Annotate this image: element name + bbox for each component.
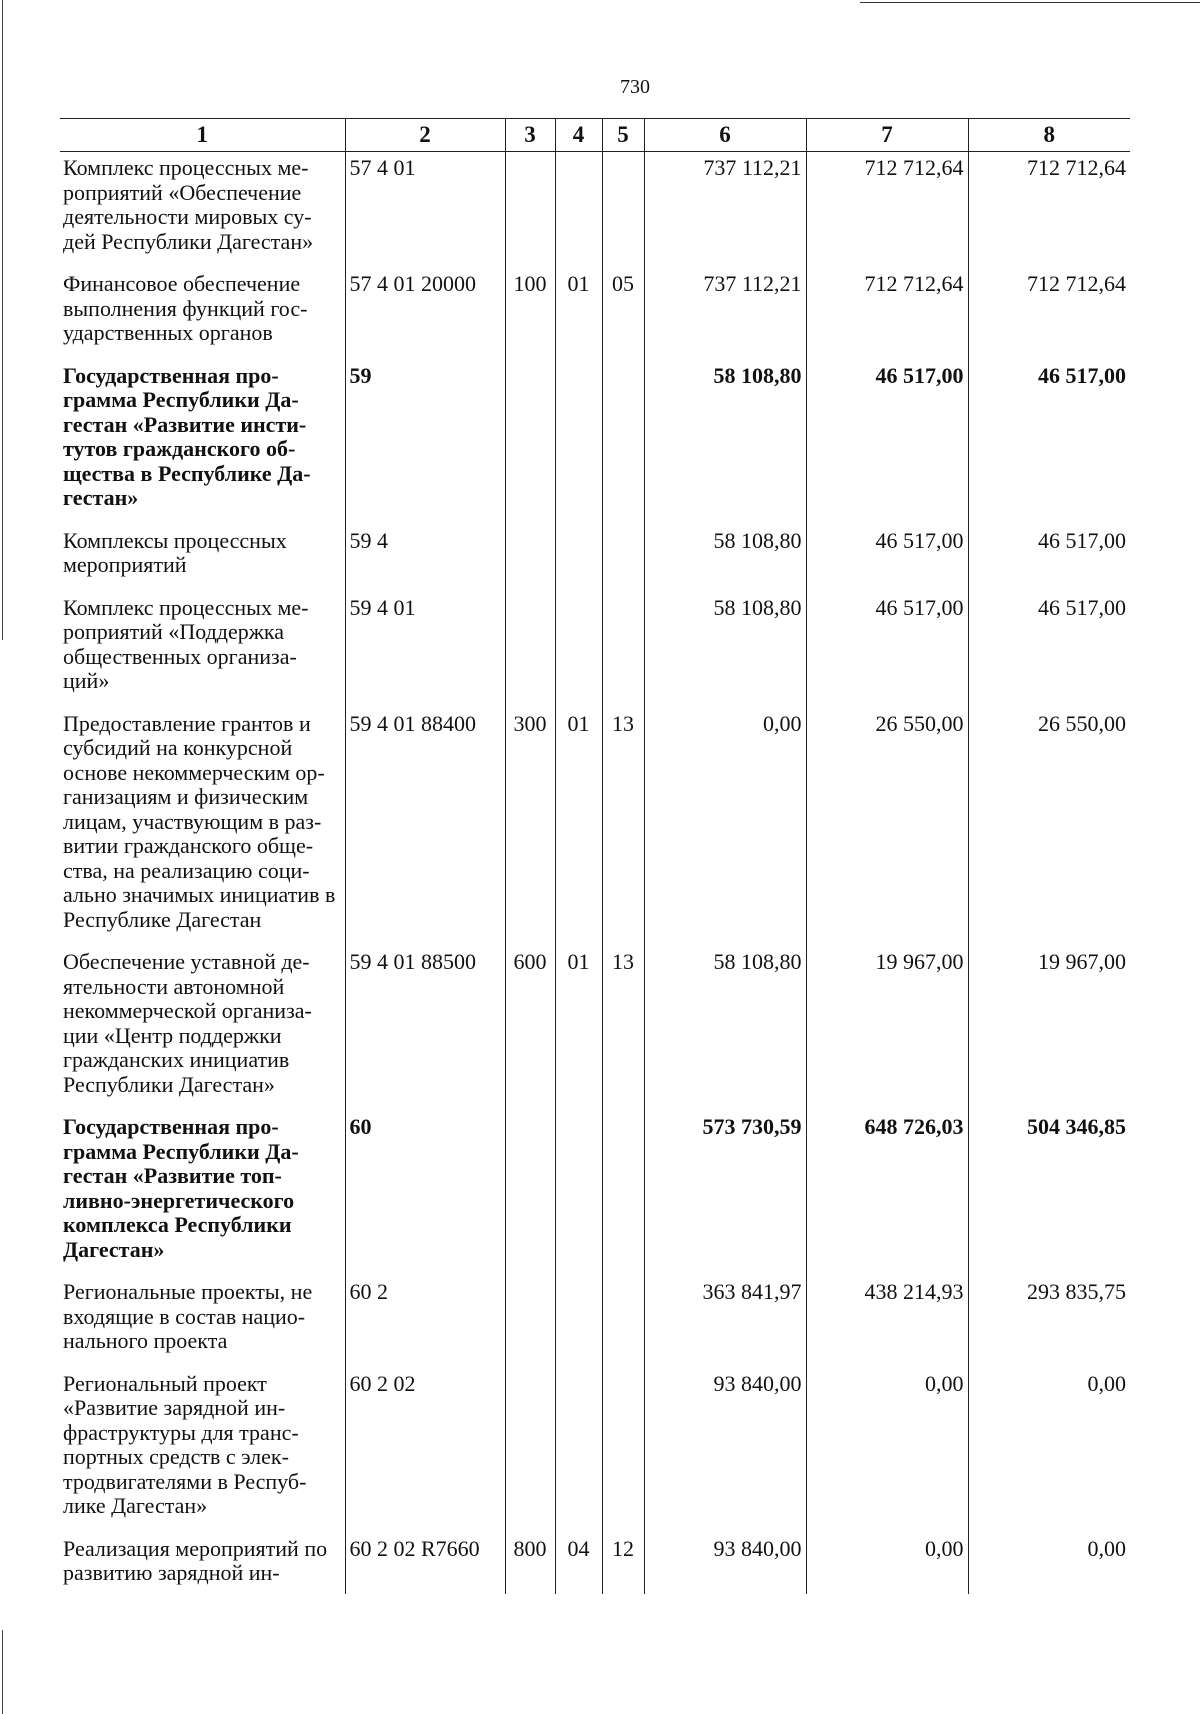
row-value-6: 58 108,80 <box>644 360 806 525</box>
row-code: 57 4 01 <box>345 152 505 269</box>
row-value-7: 0,00 <box>806 1368 968 1533</box>
row-col4 <box>555 592 602 708</box>
row-col3 <box>505 1368 555 1533</box>
page-number: 730 <box>620 76 650 98</box>
row-value-8: 46 517,00 <box>968 592 1130 708</box>
row-col4 <box>555 1276 602 1368</box>
row-value-6: 737 112,21 <box>644 152 806 269</box>
row-name: Комплекс процессных ме-роприятий «Обеспечение деятельности мировых су-дей Республики Дагестан» <box>60 152 345 269</box>
row-col3 <box>505 1276 555 1368</box>
row-col3 <box>505 1111 555 1276</box>
row-value-8: 26 550,00 <box>968 708 1130 947</box>
header-col-3: 3 <box>505 119 555 152</box>
table-row <box>60 268 1130 360</box>
row-col5 <box>602 152 644 269</box>
top-rule <box>860 2 1200 3</box>
header-col-2: 2 <box>345 119 505 152</box>
row-col3: 300 <box>505 708 555 947</box>
row-col4: 01 <box>555 268 602 360</box>
header-col-8: 8 <box>968 119 1130 152</box>
table-row <box>60 946 1130 1111</box>
row-value-8: 293 835,75 <box>968 1276 1130 1368</box>
row-name: Реализация мероприятий по развитию зарядной ин- <box>60 1533 345 1594</box>
row-col4 <box>555 152 602 269</box>
row-value-7: 438 214,93 <box>806 1276 968 1368</box>
header-col-1: 1 <box>60 119 345 152</box>
header-row <box>60 119 1130 152</box>
row-code: 59 4 <box>345 525 505 592</box>
row-value-6: 58 108,80 <box>644 946 806 1111</box>
table-row <box>60 1276 1130 1368</box>
row-name: Комплекс процессных ме-роприятий «Поддержка общественных организа-ций» <box>60 592 345 708</box>
row-col3 <box>505 592 555 708</box>
row-value-8: 46 517,00 <box>968 360 1130 525</box>
row-name: Предоставление грантов и субсидий на конкурсной основе некоммерческим ор-ганизациям и физическим лицам, участвующим в раз-витии гражданского обще-ства, на реализацию соци-ально значимых инициатив в Республике Дагестан <box>60 708 345 947</box>
row-value-7: 19 967,00 <box>806 946 968 1111</box>
row-col4 <box>555 360 602 525</box>
row-name: Комплексы процессных мероприятий <box>60 525 345 592</box>
table-row <box>60 1533 1130 1594</box>
row-col5 <box>602 360 644 525</box>
table-row <box>60 708 1130 947</box>
row-col3 <box>505 152 555 269</box>
row-code: 60 2 02 <box>345 1368 505 1533</box>
row-col3: 100 <box>505 268 555 360</box>
row-value-7: 712 712,64 <box>806 268 968 360</box>
row-code: 59 4 01 88400 <box>345 708 505 947</box>
row-code: 60 2 <box>345 1276 505 1368</box>
row-col5 <box>602 1111 644 1276</box>
row-col3: 800 <box>505 1533 555 1594</box>
row-name: Государственная про-грамма Республики Да-гестан «Развитие топ-ливно-энергетического комплекса Республики Дагестан» <box>60 1111 345 1276</box>
row-col5 <box>602 1276 644 1368</box>
row-col4: 04 <box>555 1533 602 1594</box>
budget-table <box>60 118 1130 1594</box>
row-value-6: 58 108,80 <box>644 592 806 708</box>
row-value-6: 0,00 <box>644 708 806 947</box>
row-value-7: 712 712,64 <box>806 152 968 269</box>
row-value-8: 712 712,64 <box>968 152 1130 269</box>
row-code: 59 4 01 88500 <box>345 946 505 1111</box>
table-row <box>60 525 1130 592</box>
row-col5: 12 <box>602 1533 644 1594</box>
row-code: 60 2 02 R7660 <box>345 1533 505 1594</box>
row-value-7: 0,00 <box>806 1533 968 1594</box>
row-col4 <box>555 1111 602 1276</box>
row-value-6: 363 841,97 <box>644 1276 806 1368</box>
row-value-6: 93 840,00 <box>644 1368 806 1533</box>
row-value-8: 46 517,00 <box>968 525 1130 592</box>
row-col4 <box>555 1368 602 1533</box>
row-col4: 01 <box>555 946 602 1111</box>
row-value-6: 93 840,00 <box>644 1533 806 1594</box>
header-col-7: 7 <box>806 119 968 152</box>
row-value-7: 46 517,00 <box>806 525 968 592</box>
table-row-program <box>60 360 1130 525</box>
row-name: Финансовое обеспечение выполнения функций гос-ударственных органов <box>60 268 345 360</box>
left-margin-rule-bottom <box>2 1630 3 1714</box>
row-col5: 05 <box>602 268 644 360</box>
table-row <box>60 152 1130 269</box>
row-col5: 13 <box>602 946 644 1111</box>
table-row <box>60 592 1130 708</box>
row-value-7: 26 550,00 <box>806 708 968 947</box>
header-col-4: 4 <box>555 119 602 152</box>
row-value-8: 504 346,85 <box>968 1111 1130 1276</box>
row-code: 59 <box>345 360 505 525</box>
row-col5 <box>602 525 644 592</box>
row-col5: 13 <box>602 708 644 947</box>
header-col-5: 5 <box>602 119 644 152</box>
row-value-8: 712 712,64 <box>968 268 1130 360</box>
table-row-program <box>60 1111 1130 1276</box>
row-value-6: 573 730,59 <box>644 1111 806 1276</box>
row-name: Региональный проект «Развитие зарядной ин-фраструктуры для транс-портных средств с элек-тродвигателями в Респуб-лике Дагестан» <box>60 1368 345 1533</box>
row-code: 59 4 01 <box>345 592 505 708</box>
row-name: Обеспечение уставной де-ятельности автономной некоммерческой организа-ции «Центр поддержки гражданских инициатив Республики Дагестан» <box>60 946 345 1111</box>
row-value-8: 0,00 <box>968 1533 1130 1594</box>
row-col3 <box>505 525 555 592</box>
row-col3: 600 <box>505 946 555 1111</box>
row-code: 60 <box>345 1111 505 1276</box>
row-name: Государственная про-грамма Республики Да-гестан «Развитие инсти-тутов гражданского об-щества в Республике Да-гестан» <box>60 360 345 525</box>
row-col4: 01 <box>555 708 602 947</box>
row-col4 <box>555 525 602 592</box>
row-value-6: 737 112,21 <box>644 268 806 360</box>
row-code: 57 4 01 20000 <box>345 268 505 360</box>
table-row <box>60 1368 1130 1533</box>
row-value-7: 648 726,03 <box>806 1111 968 1276</box>
row-value-8: 19 967,00 <box>968 946 1130 1111</box>
row-value-8: 0,00 <box>968 1368 1130 1533</box>
row-value-7: 46 517,00 <box>806 360 968 525</box>
row-name: Региональные проекты, не входящие в состав нацио-нального проекта <box>60 1276 345 1368</box>
row-value-6: 58 108,80 <box>644 525 806 592</box>
row-col3 <box>505 360 555 525</box>
row-col5 <box>602 1368 644 1533</box>
header-col-6: 6 <box>644 119 806 152</box>
row-value-7: 46 517,00 <box>806 592 968 708</box>
row-col5 <box>602 592 644 708</box>
